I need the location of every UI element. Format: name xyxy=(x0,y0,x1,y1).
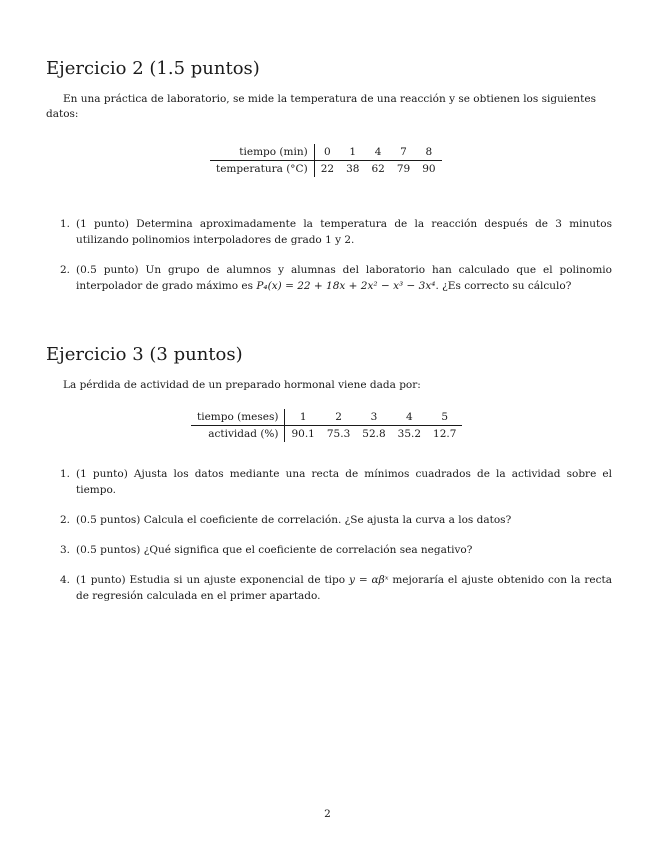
item-text: (1 punto) Ajusta los datos mediante una recta de mínimos cuadrados de la actividad sobre el tiempo. xyxy=(76,468,612,496)
table-cell: 3 xyxy=(356,409,391,426)
table-row-label: actividad (%) xyxy=(191,426,285,443)
list-item xyxy=(46,512,612,528)
table-cell: 7 xyxy=(391,144,416,161)
item-number: 1. xyxy=(60,468,71,480)
table-cell: 35.2 xyxy=(397,428,422,440)
table-cell: 52.8 xyxy=(362,428,386,440)
item-text: (1 punto) Estudia si un ajuste exponencial de tipo xyxy=(76,574,349,586)
ex2-intro: En una práctica de laboratorio, se mide la temperatura de una reacción y se obtienen los siguientes datos: xyxy=(46,93,596,120)
item-text-end: . ¿Es correcto su cálculo? xyxy=(435,280,572,292)
table-cell: 90 xyxy=(422,163,436,175)
table-row-label: temperatura (°C) xyxy=(210,161,314,178)
table-cell: 22 xyxy=(320,163,335,175)
table-cell: 1 xyxy=(340,144,365,161)
item-text: (0.5 punto) Un grupo de alumnos y alumnas del laboratorio han calculado que el polinomio interpolador de grado máximo es xyxy=(76,264,612,292)
table-row-label: tiempo (meses) xyxy=(191,409,285,426)
ex3-intro: La pérdida de actividad de un preparado hormonal viene dada por: xyxy=(63,379,421,391)
item-text: (0.5 puntos) ¿Qué significa que el coeficiente de correlación sea negativo? xyxy=(76,544,473,556)
table-cell: 2 xyxy=(321,409,356,426)
table-cell: 38 xyxy=(346,163,360,175)
item-text: (1 punto) Determina aproximadamente la temperatura de la reacción después de 3 minutos utilizando polinomios interpoladores de grado 1 y 2. xyxy=(76,218,612,246)
item-number: 4. xyxy=(60,574,71,586)
ex3-data-table xyxy=(191,409,462,442)
table-cell: 62 xyxy=(371,163,385,175)
item-number: 2. xyxy=(60,514,71,526)
table-cell: 79 xyxy=(396,163,411,175)
list-item xyxy=(46,262,612,294)
list-item xyxy=(46,216,612,248)
table-cell: 5 xyxy=(427,409,462,426)
polynomial-formula: P₄(x) = 22 + 18x + 2x² − x³ − 3x⁴ xyxy=(256,280,436,292)
item-text: (0.5 puntos) Calcula el coeficiente de correlación. ¿Se ajusta la curva a los datos? xyxy=(76,514,512,526)
page-number: 2 xyxy=(324,808,331,820)
ex2-question-list xyxy=(46,216,612,308)
table-cell: 4 xyxy=(365,144,390,161)
ex3-question-list xyxy=(46,466,612,618)
table-cell: 0 xyxy=(314,144,340,161)
ex3-title: Ejercicio 3 (3 puntos) xyxy=(46,344,243,365)
ex2-title: Ejercicio 2 (1.5 puntos) xyxy=(46,58,260,79)
item-number: 1. xyxy=(60,218,71,230)
list-item xyxy=(46,466,612,498)
list-item xyxy=(46,542,612,558)
list-item xyxy=(46,572,612,604)
table-cell: 1 xyxy=(285,409,321,426)
item-number: 3. xyxy=(60,544,71,556)
table-cell: 8 xyxy=(416,144,441,161)
table-cell: 12.7 xyxy=(433,428,457,440)
table-cell: 75.3 xyxy=(326,428,351,440)
ex2-data-table xyxy=(210,144,442,177)
table-row-label: tiempo (min) xyxy=(210,144,314,161)
table-cell: 90.1 xyxy=(291,428,315,440)
exponential-formula: y = αβˣ xyxy=(348,574,389,586)
table-cell: 4 xyxy=(392,409,427,426)
item-number: 2. xyxy=(60,264,71,276)
item-text-end: mejoraría el ajuste obtenido con la recta de regresión calculada en el primer apartado. xyxy=(76,574,612,602)
